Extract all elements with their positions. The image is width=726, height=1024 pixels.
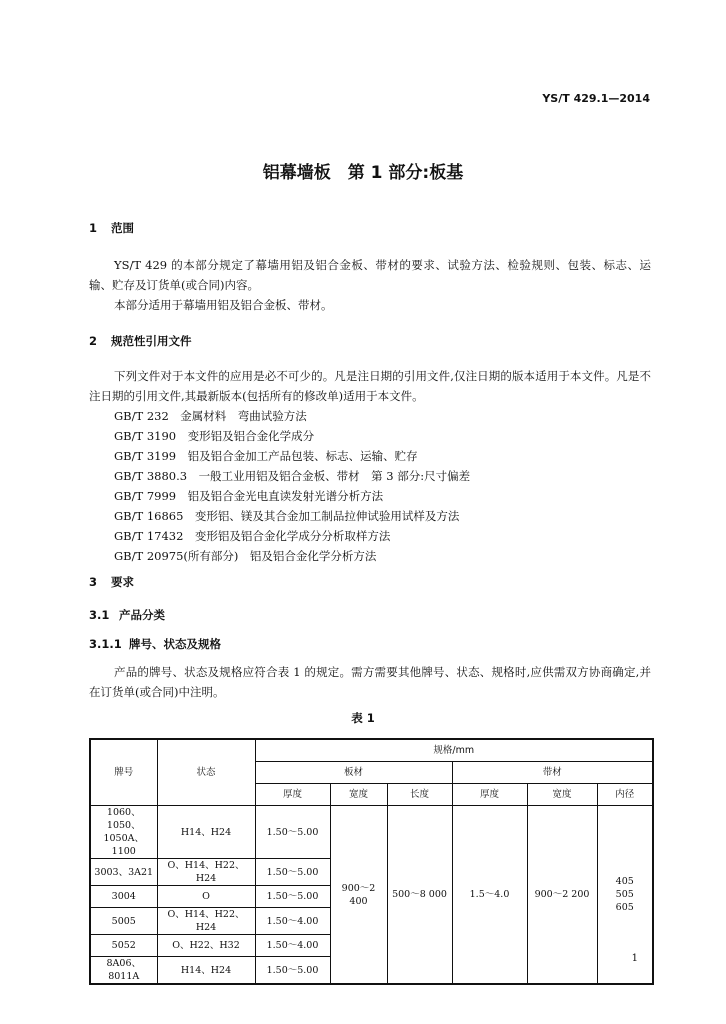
section-2-paragraph-1: 下列文件对于本文件的应用是必不可少的。凡是注日期的引用文件,仅注日期的版本适用于本文件。凡是不注日期的引用文件,其最新版本(包括所有的修改单)适用于本文件。: [89, 369, 651, 403]
reference-item: GB/T 3190 变形铝及铝合金化学成分: [114, 429, 315, 443]
spec-table: [89, 738, 654, 985]
thickness-cell: 1.50～5.00: [255, 859, 330, 886]
temper-cell: O、H14、H22、H24: [157, 908, 255, 935]
page-number: 1: [631, 953, 638, 964]
section-number: 3.1.1: [89, 637, 122, 651]
standard-code: YS/T 429.1—2014: [542, 92, 650, 105]
plate-width-cell: 900～2 400: [330, 806, 387, 985]
section-3-1-heading: [89, 607, 165, 623]
table-caption: 表 1: [351, 711, 375, 725]
section-number: 2: [89, 334, 98, 348]
section-number: 1: [89, 221, 98, 235]
reference-item: GB/T 3199 铝及铝合金加工产品包装、标志、运输、贮存: [114, 449, 418, 463]
section-title: 范围: [111, 221, 134, 235]
thickness-cell: 1.50～4.00: [255, 935, 330, 957]
reference-item: GB/T 3880.3 一般工业用铝及铝合金板、带材 第 3 部分:尺寸偏差: [114, 469, 471, 483]
reference-item: GB/T 20975(所有部分) 铝及铝合金化学分析方法: [114, 549, 377, 563]
temper-cell: H14、H24: [157, 957, 255, 985]
strip-width-cell: 900～2 200: [527, 806, 597, 985]
col-header-thickness: 厚度: [255, 784, 330, 806]
plate-length-cell: 500～8 000: [387, 806, 452, 985]
col-header-plate: 板材: [255, 762, 452, 784]
thickness-cell: 1.50～5.00: [255, 806, 330, 859]
thickness-cell: 1.50～5.00: [255, 886, 330, 908]
section-1-heading: [89, 220, 134, 236]
inner-diameter-value: 605: [615, 902, 634, 913]
col-header-grade: 牌号: [90, 739, 157, 806]
inner-diameter-value: 505: [615, 889, 634, 900]
col-header-strip: 带材: [452, 762, 653, 784]
section-3-heading: [89, 574, 134, 590]
section-2-heading: [89, 333, 192, 349]
table-row: [90, 806, 653, 859]
section-title: 牌号、状态及规格: [129, 637, 221, 651]
thickness-cell: 1.50～5.00: [255, 957, 330, 985]
col-header-length: 长度: [387, 784, 452, 806]
col-header-temper: 状态: [157, 739, 255, 806]
section-number: 3.1: [89, 608, 110, 622]
inner-diameter-cell: [597, 806, 653, 985]
temper-cell: H14、H24: [157, 806, 255, 859]
reference-item: GB/T 232 金属材料 弯曲试验方法: [114, 409, 307, 423]
section-3-1-1-heading: [89, 636, 221, 652]
col-header-strip-thickness: 厚度: [452, 784, 527, 806]
reference-item: GB/T 17432 变形铝及铝合金化学成分分析取样方法: [114, 529, 391, 543]
section-3-1-1-paragraph: 产品的牌号、状态及规格应符合表 1 的规定。需方需要其他牌号、状态、规格时,应供需双方协商确定,并在订货单(或合同)中注明。: [89, 665, 651, 699]
strip-thickness-cell: 1.5～4.0: [452, 806, 527, 985]
document-title: 铝幕墙板 第 1 部分:板基: [262, 163, 464, 183]
reference-item: GB/T 16865 变形铝、镁及其合金加工制品拉伸试验用试样及方法: [114, 509, 460, 523]
temper-cell: O、H22、H32: [157, 935, 255, 957]
temper-cell: O、H14、H22、H24: [157, 859, 255, 886]
grade-cell: 3004: [90, 886, 157, 908]
section-title: 产品分类: [119, 608, 165, 622]
col-header-spec: 规格/mm: [255, 739, 653, 762]
col-header-strip-width: 宽度: [527, 784, 597, 806]
section-title: 规范性引用文件: [111, 334, 192, 348]
temper-cell: O: [157, 886, 255, 908]
grade-cell: 8A06、8011A: [90, 957, 157, 985]
inner-diameter-value: 405: [615, 876, 634, 887]
thickness-cell: 1.50～4.00: [255, 908, 330, 935]
grade-cell: 3003、3A21: [90, 859, 157, 886]
section-1-paragraph-1: YS/T 429 的本部分规定了幕墙用铝及铝合金板、带材的要求、试验方法、检验规则、包装、标志、运输、贮存及订货单(或合同)内容。: [89, 258, 651, 292]
section-number: 3: [89, 575, 98, 589]
section-1-paragraph-2: 本部分适用于幕墙用铝及铝合金板、带材。: [114, 298, 333, 312]
grade-cell: 1060、1050、1050A、1100: [90, 806, 157, 859]
col-header-inner-diameter: 内径: [597, 784, 653, 806]
grade-cell: 5005: [90, 908, 157, 935]
grade-cell: 5052: [90, 935, 157, 957]
col-header-width: 宽度: [330, 784, 387, 806]
reference-item: GB/T 7999 铝及铝合金光电直读发射光谱分析方法: [114, 489, 384, 503]
section-title: 要求: [111, 575, 134, 589]
